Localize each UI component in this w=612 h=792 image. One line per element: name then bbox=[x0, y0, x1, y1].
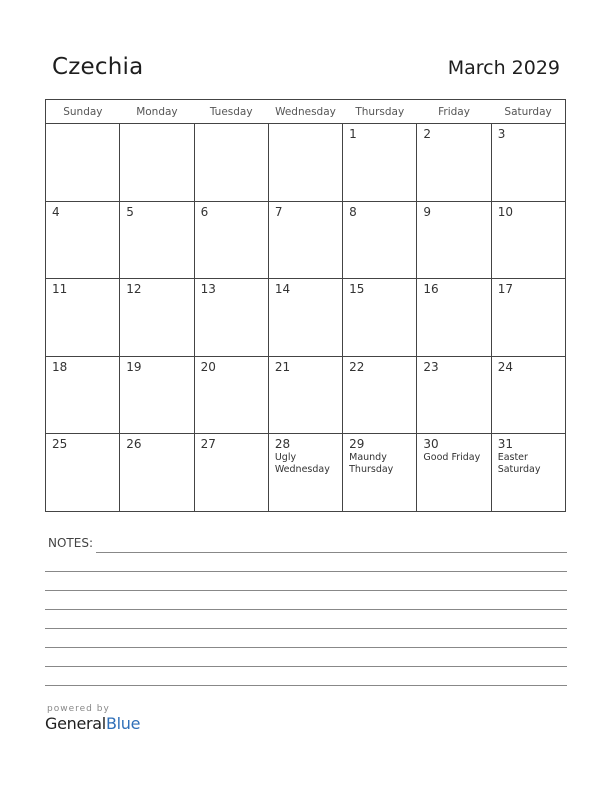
brand-blue-text: Blue bbox=[105, 714, 141, 733]
day-cell bbox=[268, 356, 342, 434]
day-number: 14 bbox=[274, 282, 291, 297]
day-number: 18 bbox=[52, 359, 68, 374]
day-number: 22 bbox=[349, 359, 365, 374]
brand-wordmark bbox=[45, 714, 140, 733]
generalblue-logo bbox=[45, 704, 140, 733]
day-number: 2 bbox=[423, 127, 432, 141]
day-number: 28 bbox=[274, 437, 291, 452]
month-year-title: March 2029 bbox=[447, 57, 560, 79]
day-cell bbox=[343, 434, 417, 512]
day-number: 23 bbox=[423, 359, 439, 374]
holiday-label: Maundy Thursday bbox=[349, 452, 394, 476]
day-number: 27 bbox=[200, 437, 216, 452]
holiday-label: Easter Saturday bbox=[497, 452, 541, 476]
day-number: 31 bbox=[497, 437, 513, 452]
weekday-header-friday: Friday bbox=[417, 100, 491, 124]
day-number: 17 bbox=[497, 282, 513, 297]
day-number: 10 bbox=[497, 204, 513, 219]
day-cell bbox=[46, 279, 120, 357]
day-number: 8 bbox=[349, 204, 357, 219]
week-row bbox=[46, 124, 566, 202]
day-number: 20 bbox=[200, 359, 216, 374]
day-cell bbox=[491, 434, 565, 512]
day-number: 26 bbox=[126, 437, 142, 452]
day-number: 1 bbox=[349, 127, 357, 141]
day-number: 11 bbox=[52, 282, 68, 297]
day-cell bbox=[268, 279, 342, 357]
week-row bbox=[46, 434, 566, 512]
day-number: 7 bbox=[274, 204, 283, 219]
notes-line bbox=[45, 590, 567, 591]
day-cell bbox=[417, 279, 491, 357]
day-cell bbox=[343, 124, 417, 202]
day-cell bbox=[194, 201, 268, 279]
day-cell bbox=[120, 434, 194, 512]
month-calendar-grid bbox=[45, 99, 566, 512]
day-number: 4 bbox=[52, 204, 60, 219]
weekday-header-monday: Monday bbox=[120, 100, 194, 124]
weekday-header-saturday: Saturday bbox=[491, 100, 565, 124]
weekday-header-sunday: Sunday bbox=[46, 100, 120, 124]
day-cell bbox=[120, 124, 194, 202]
day-number: 16 bbox=[423, 282, 439, 297]
day-cell bbox=[268, 124, 342, 202]
weekday-header-tuesday: Tuesday bbox=[194, 100, 268, 124]
day-cell bbox=[120, 356, 194, 434]
day-cell bbox=[417, 356, 491, 434]
powered-by-text: powered by bbox=[47, 704, 110, 714]
week-row bbox=[46, 356, 566, 434]
day-cell bbox=[46, 434, 120, 512]
notes-line bbox=[45, 628, 567, 629]
notes-label: NOTES: bbox=[48, 536, 93, 550]
day-cell bbox=[268, 201, 342, 279]
notes-line bbox=[96, 552, 567, 553]
day-cell bbox=[491, 124, 565, 202]
day-number: 3 bbox=[497, 127, 506, 141]
day-cell bbox=[343, 356, 417, 434]
day-cell bbox=[120, 279, 194, 357]
day-cell bbox=[194, 434, 268, 512]
day-cell bbox=[194, 279, 268, 357]
notes-line bbox=[45, 609, 567, 610]
day-number: 12 bbox=[126, 282, 142, 297]
day-cell bbox=[194, 124, 268, 202]
weekday-header-wednesday: Wednesday bbox=[268, 100, 342, 124]
day-number: 24 bbox=[497, 359, 513, 374]
day-cell bbox=[46, 201, 120, 279]
day-cell bbox=[268, 434, 342, 512]
weekday-header-thursday: Thursday bbox=[343, 100, 417, 124]
day-cell bbox=[194, 356, 268, 434]
day-number: 15 bbox=[349, 282, 365, 297]
week-row bbox=[46, 201, 566, 279]
country-title: Czechia bbox=[52, 54, 144, 80]
day-cell bbox=[120, 201, 194, 279]
day-cell bbox=[417, 201, 491, 279]
day-number: 9 bbox=[423, 204, 432, 219]
day-number: 6 bbox=[200, 204, 209, 219]
weekday-header-row bbox=[46, 100, 566, 124]
day-cell bbox=[343, 279, 417, 357]
notes-line bbox=[45, 666, 567, 667]
day-number: 5 bbox=[126, 204, 134, 219]
day-cell bbox=[417, 124, 491, 202]
day-cell bbox=[417, 434, 491, 512]
day-number: 30 bbox=[423, 437, 439, 452]
day-cell bbox=[343, 201, 417, 279]
day-number: 25 bbox=[52, 437, 68, 452]
day-cell bbox=[46, 356, 120, 434]
holiday-label: Ugly Wednesday bbox=[274, 452, 330, 476]
holiday-label: Good Friday bbox=[423, 452, 481, 464]
day-cell bbox=[491, 201, 565, 279]
day-number: 21 bbox=[274, 359, 291, 374]
day-cell bbox=[491, 356, 565, 434]
day-number: 13 bbox=[200, 282, 216, 297]
brand-general-text: General bbox=[45, 714, 106, 733]
notes-line bbox=[45, 647, 567, 648]
week-row bbox=[46, 279, 566, 357]
day-cell bbox=[491, 279, 565, 357]
day-number: 29 bbox=[349, 437, 365, 452]
day-cell bbox=[46, 124, 120, 202]
day-number: 19 bbox=[126, 359, 142, 374]
notes-line bbox=[45, 685, 567, 686]
notes-line bbox=[45, 571, 567, 572]
